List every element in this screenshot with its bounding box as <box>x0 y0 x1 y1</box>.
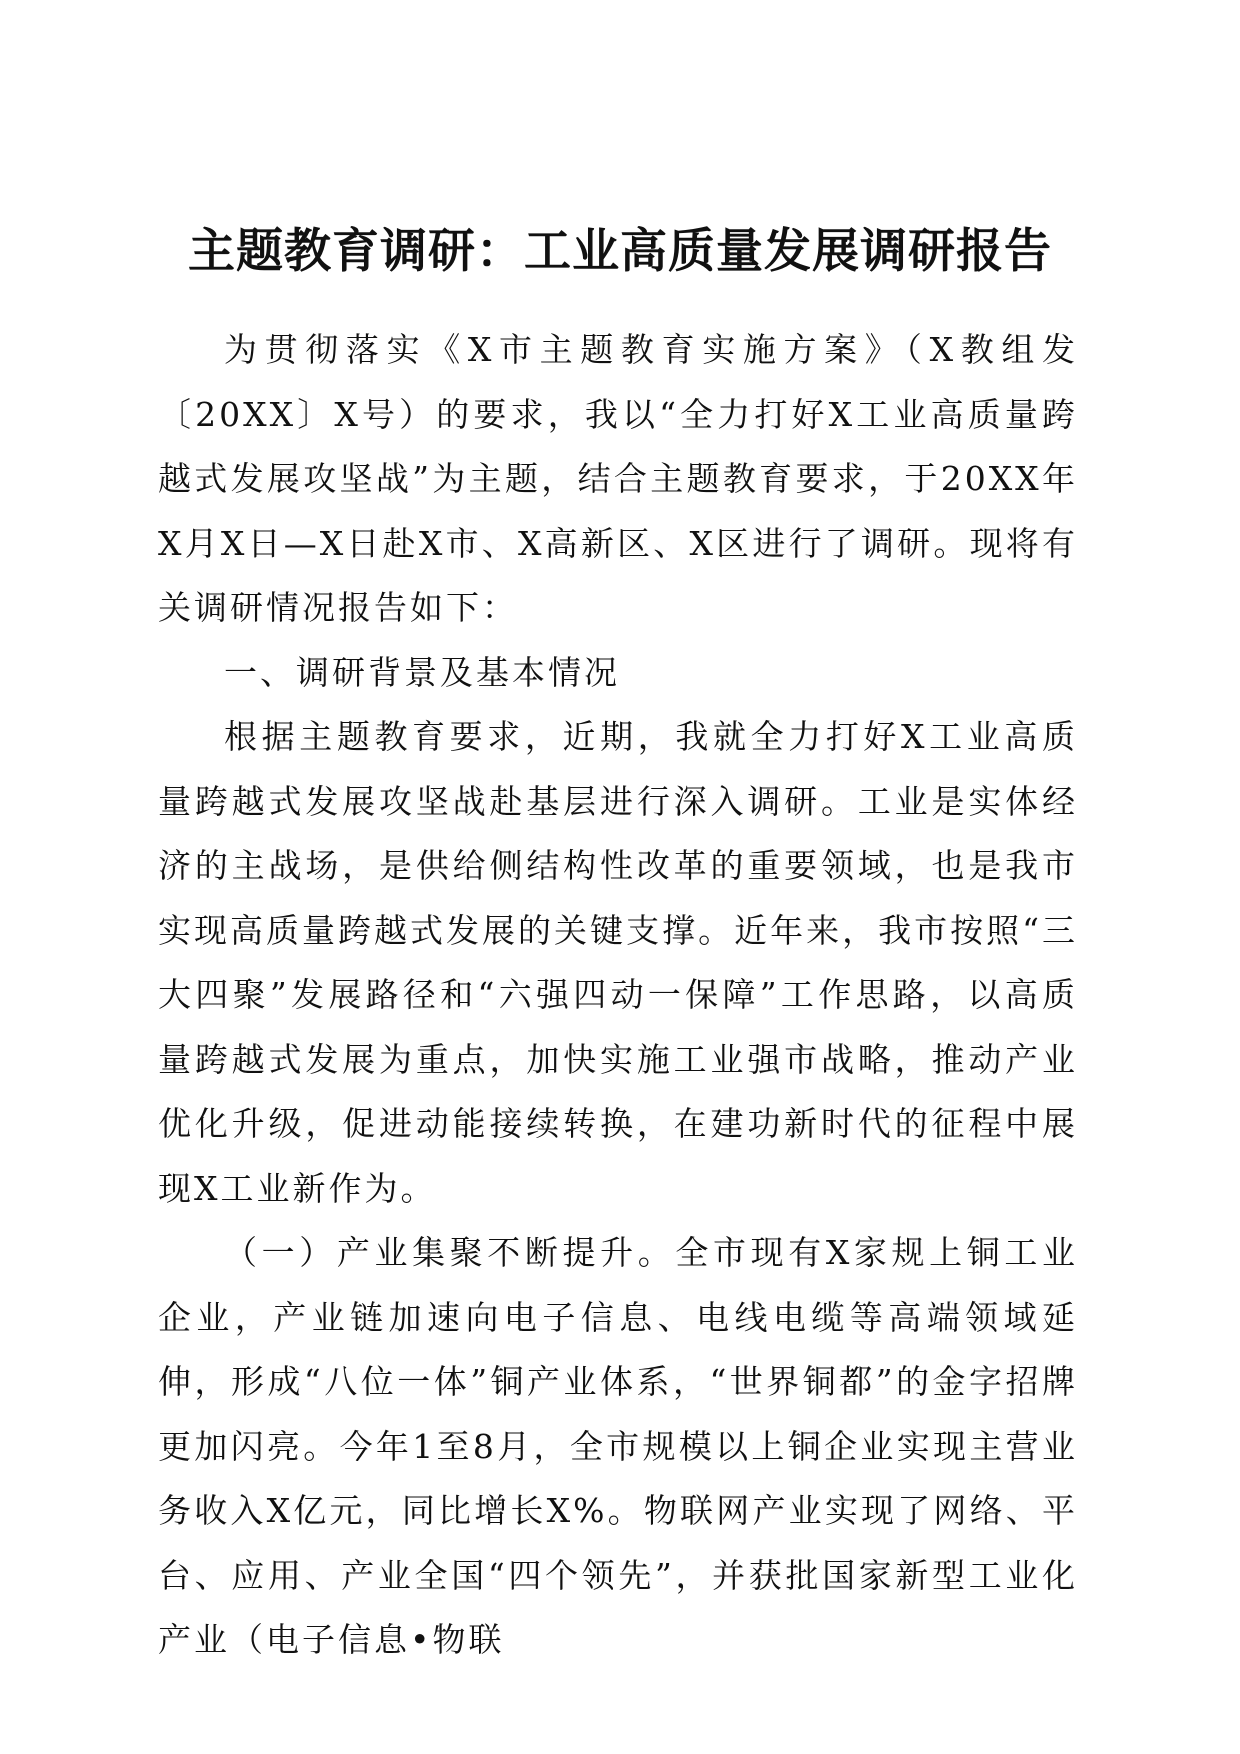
section-heading-1: 一、调研背景及基本情况 <box>224 652 620 692</box>
section-1-paragraph: 根据主题教育要求，近期，我就全力打好X工业高质量跨越式发展攻坚战赴基层进行深入调研。工业是实体经济的主战场，是供给侧结构性改革的重要领域，也是我市实现高质量跨越式发展的关键支撑。近年来，我市按照“三大四聚”发展路径和“六强四动一保障”工作思路，以高质量跨越式发展为重点，加快实施工业强市战略，推动产业优化升级，促进动能接续转换，在建功新时代的征程中展现X工业新作为。 <box>158 717 1078 1208</box>
document-title: 主题教育调研：工业高质量发展调研报告 <box>188 224 1052 279</box>
document-body <box>158 318 1078 1673</box>
subsection-1-paragraph: （一）产业集聚不断提升。全市现有X家规上铜工业企业，产业链加速向电子信息、电线电缆等高端领域延伸，形成“八位一体”铜产业体系，“世界铜都”的金字招牌更加闪亮。今年1至8月，全市规模以上铜企业实现主营业务收入X亿元，同比增长X%。物联网产业实现了网络、平台、应用、产业全国“四个领先”，并获批国家新型工业化产业（电子信息•物联 <box>158 1233 1078 1659</box>
intro-paragraph: 为贯彻落实《X市主题教育实施方案》（X教组发〔20XX〕X号）的要求，我以“全力打好X工业高质量跨越式发展攻坚战”为主题，结合主题教育要求，于20XX年X月X日—X日赴X市、X高新区、X区进行了调研。现将有关调研情况报告如下： <box>158 330 1078 627</box>
